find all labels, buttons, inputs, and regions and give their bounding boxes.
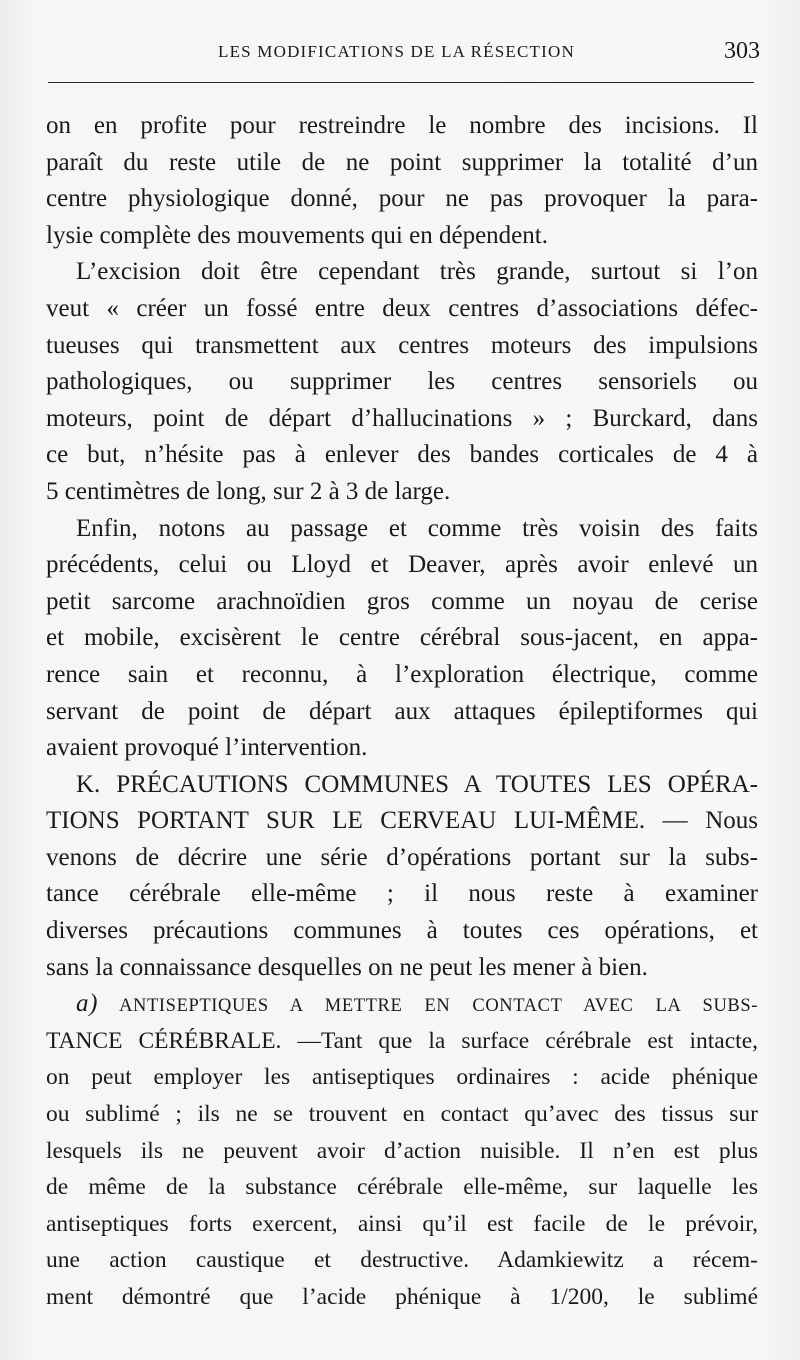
text-line: Enfin, notons au passage et comme très voisin des faits xyxy=(76,514,758,542)
section-heading-line: TIONS PORTANT SUR LE CERVEAU LUI-MÊME. — Nous xyxy=(46,807,758,835)
text-line: tance cérébrale elle-même ; il nous reste à examiner xyxy=(46,880,758,908)
text-line: et mobile, excisèrent le centre cérébral sous-jacent, en appa- xyxy=(46,624,758,652)
text-line: avaient provoqué l’intervention. xyxy=(46,734,368,762)
text-line: on peut employer les antiseptiques ordinaires : acide phénique xyxy=(46,1064,758,1091)
text-line: on en profite pour restreindre le nombre des incisions. Il xyxy=(46,112,758,139)
text-line: rence sain et reconnu, à l’exploration électrique, comme xyxy=(46,660,758,688)
text-line: tueuses qui transmettent aux centres moteurs des impulsions xyxy=(46,331,758,359)
text-line: ce but, n’hésite pas à enlever des bandes corticales de 4 à xyxy=(46,441,758,469)
text-line: centre physiologique donné, pour ne pas provoquer la para- xyxy=(46,185,758,213)
text-line: servant de point de départ aux attaques épileptiformes qui xyxy=(46,697,758,725)
text-line: ou sublimé ; ils ne se trouvent en contact qu’avec des tissus sur xyxy=(46,1101,758,1128)
text-line: 5 centimètres de long, sur 2 à 3 de large. xyxy=(46,477,451,505)
page-number: 303 xyxy=(724,38,760,64)
text-line: venons de décrire une série d’opérations portant sur la subs- xyxy=(46,843,758,871)
text-line: L’excision doit être cependant très grande, surtout si l’on xyxy=(76,258,758,286)
text-line: antiseptiques forts exercent, ainsi qu’il est facile de le prévoir, xyxy=(46,1210,758,1237)
text-line: veut « créer un fossé entre deux centres d’associations défec- xyxy=(46,294,758,322)
body-text xyxy=(46,108,758,1316)
section-heading-line: K. PRÉCAUTIONS COMMUNES A TOUTES LES OPÉRA- xyxy=(76,770,758,798)
text-line: moteurs, point de départ d’hallucinations » ; Burckard, dans xyxy=(46,404,758,432)
subsection-marker: a) xyxy=(76,990,99,1018)
text-line: pathologiques, ou supprimer les centres sensoriels ou xyxy=(46,368,758,396)
text-line: précédents, celui ou Lloyd et Deaver, après avoir enlevé un xyxy=(46,551,758,579)
text-line: de même de la substance cérébrale elle-même, sur laquelle les xyxy=(46,1174,758,1201)
subsection-heading-line xyxy=(46,986,758,1023)
running-head: LES MODIFICATIONS DE LA RÉSECTION xyxy=(218,42,575,61)
text-line: ment démontré que l’acide phénique à 1/200, le sublimé xyxy=(46,1284,758,1310)
header-rule xyxy=(48,82,754,83)
text-line: sans la connaissance desquelles on ne peut les mener à bien. xyxy=(46,953,648,981)
text-line: diverses précautions communes à toutes ces opérations, et xyxy=(46,917,758,945)
subsection-heading-text: ANTISEPTIQUES A METTRE EN CONTACT AVEC LA SUBS- xyxy=(119,996,758,1017)
text-line: une action caustique et destructive. Adamkiewitz a récem- xyxy=(46,1247,758,1274)
text-line: petit sarcome arachnoïdien gros comme un noyau de cerise xyxy=(46,587,758,615)
text-line: TANCE CÉRÉBRALE. —Tant que la surface cérébrale est intacte, xyxy=(46,1027,758,1054)
text-line: lysie complète des mouvements qui en dépendent. xyxy=(46,221,548,249)
text-line: lesquels ils ne peuvent avoir d’action nuisible. Il n’en est plus xyxy=(46,1137,758,1164)
page-header xyxy=(48,38,760,68)
text-line: paraît du reste utile de ne point supprimer la totalité d’un xyxy=(46,148,758,176)
